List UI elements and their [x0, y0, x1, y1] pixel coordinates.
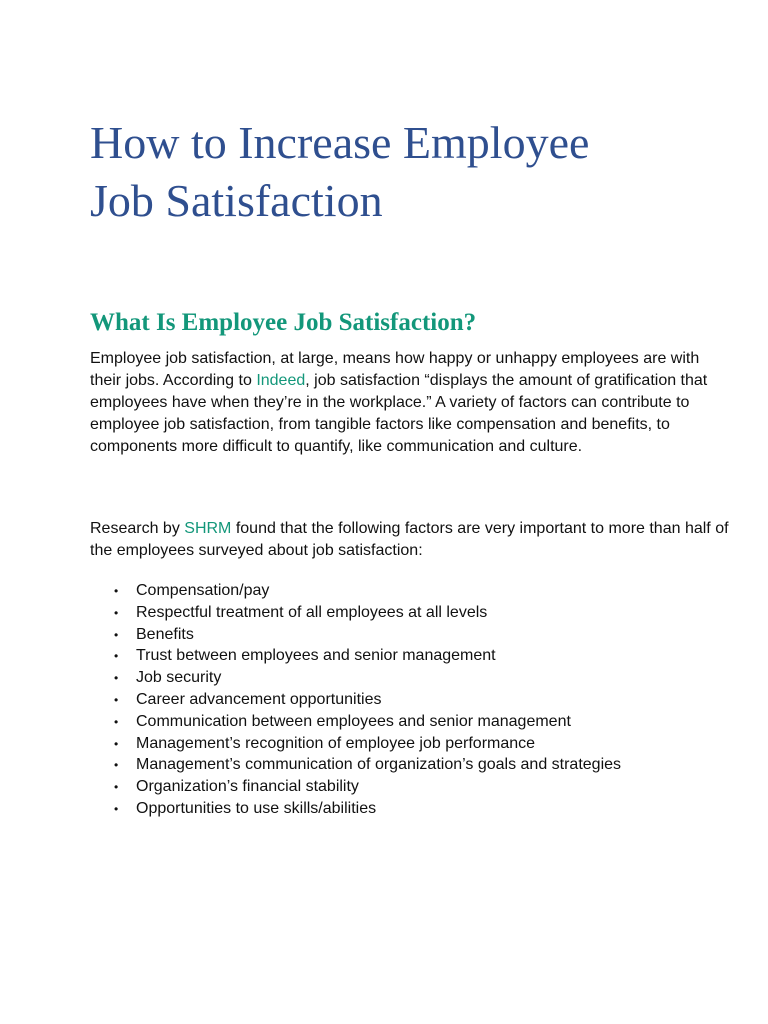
intro-paragraph — [90, 348, 730, 458]
bullet-icon: • — [114, 780, 119, 795]
bullet-icon: • — [114, 671, 119, 686]
list-item-text: Job security — [136, 669, 222, 687]
bullet-icon: • — [114, 692, 119, 707]
intro-text-start: Employee job satisfaction, at large, means how happy or unhappy employees are with their jobs. According to — [90, 350, 700, 389]
list-item-text: Trust between employees and senior management — [136, 647, 496, 665]
list-item — [90, 580, 690, 602]
bullet-icon: • — [114, 649, 119, 664]
bullet-icon: • — [114, 714, 119, 729]
list-item — [90, 754, 690, 776]
list-item-text: Communication between employees and senior management — [136, 712, 571, 730]
list-item-text: Career advancement opportunities — [136, 690, 382, 708]
list-item-text: Opportunities to use skills/abilities — [136, 799, 377, 817]
list-item — [90, 645, 690, 667]
list-item-text: Organization’s financial stability — [136, 778, 359, 796]
list-item-text: Compensation/pay — [136, 582, 270, 599]
list-item — [90, 624, 690, 646]
title-line-2: Job Satisfaction — [90, 175, 383, 226]
bullet-icon: • — [114, 736, 119, 751]
list-item-text: Management’s recognition of employee job performance — [136, 734, 536, 752]
list-item — [90, 689, 690, 711]
list-item — [90, 733, 690, 755]
list-item-text: Respectful treatment of all employees at all levels — [136, 603, 488, 621]
bullet-icon: • — [114, 584, 119, 598]
shrm-link[interactable]: SHRM — [184, 520, 232, 537]
list-item — [90, 711, 690, 733]
list-item — [90, 776, 690, 798]
list-item-text: Management’s communication of organization’s goals and strategies — [136, 756, 622, 774]
bullet-icon: • — [114, 758, 119, 773]
section-heading: What Is Employee Job Satisfaction? — [90, 309, 477, 336]
research-text-start: Research by — [90, 520, 185, 537]
research-text-end: found that the following factors are very important to more than half of the employees surveyed about job satisfaction: — [90, 520, 729, 559]
list-item-text: Benefits — [136, 625, 194, 643]
bullet-icon: • — [114, 605, 119, 620]
list-item — [90, 667, 690, 689]
page-title — [90, 114, 730, 230]
list-item — [90, 798, 690, 820]
bullet-icon: • — [114, 801, 119, 816]
research-paragraph — [90, 518, 730, 562]
title-line-1: How to Increase Employee — [90, 117, 590, 168]
bullet-icon: • — [114, 627, 119, 642]
list-item — [90, 602, 690, 624]
intro-text-end: , job satisfaction “displays the amount of gratification that employees have when they’re in the workplace.” A variety of factors can contribute to employee job satisfaction, from tangible factors like compensation and benefits, to components more difficult to quantify, like communication and culture. — [90, 372, 708, 455]
indeed-link[interactable]: Indeed — [256, 372, 306, 389]
factor-list — [90, 580, 690, 820]
